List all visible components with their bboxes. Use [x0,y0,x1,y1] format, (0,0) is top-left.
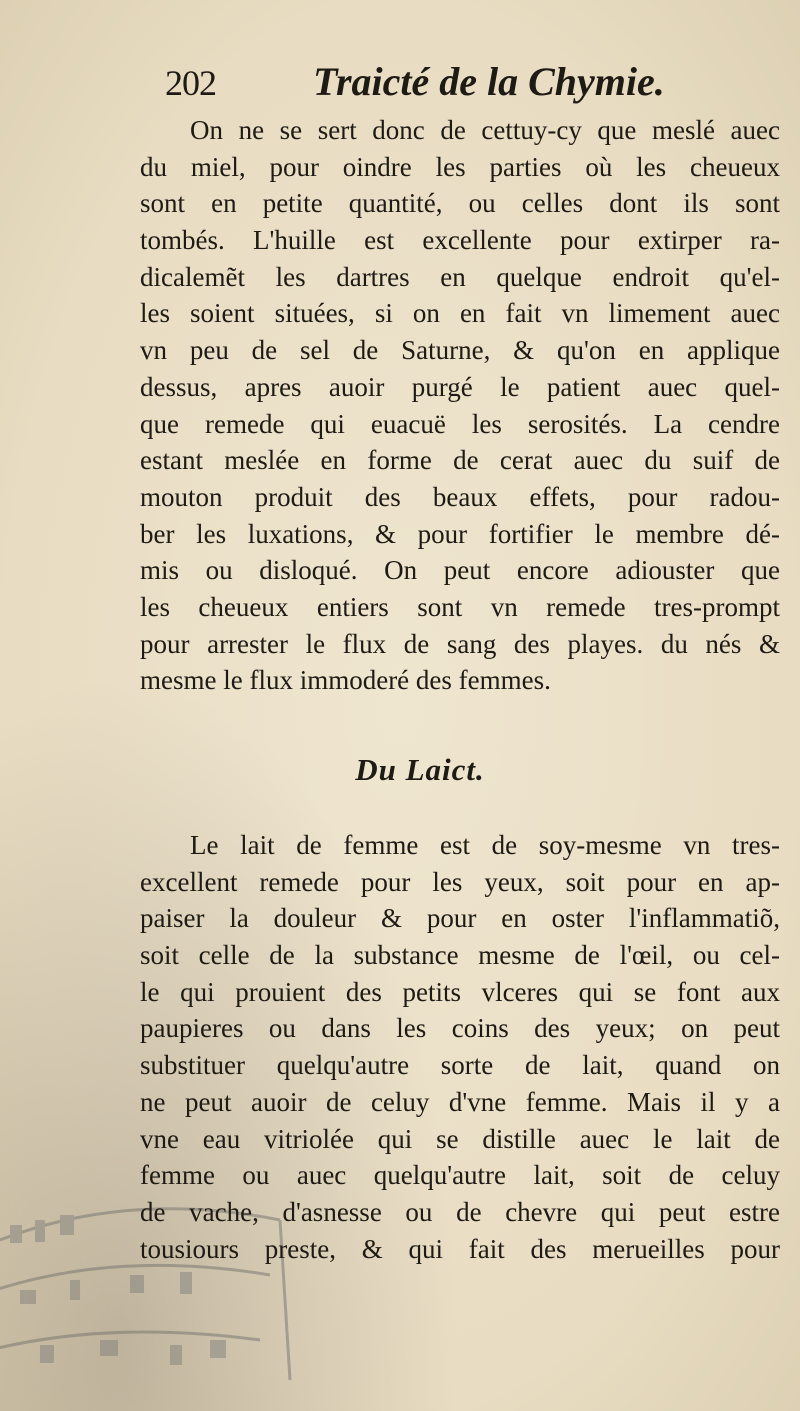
text-line: estant meslée en forme de cerat auec du suif de [140,445,780,476]
text-line: de vache, d'asnesse ou de chevre qui peut estre [140,1196,780,1227]
text-line: substituer quelqu'autre sorte de lait, quand on [140,1050,780,1081]
text-line: tousiours preste, & qui fait des merueilles pour [140,1233,780,1264]
text-line: sont en petite quantité, ou celles dont ils sont [140,188,780,219]
text-line: ber les luxations, & pour fortifier le membre dé- [140,518,780,549]
text-line: les soient situées, si on en fait vn limement auec [140,298,780,329]
text-line: vn peu de sel de Saturne, & qu'on en applique [140,335,780,366]
text-line: le qui prouient des petits vlceres qui se font aux [140,976,780,1007]
text-line: mis ou disloqué. On peut encore adiouster que [140,555,780,586]
text-line: paiser la douleur & pour en oster l'inflammatiõ, [140,903,780,934]
text-line: vne eau vitriolée qui se distille auec le lait de [140,1123,780,1154]
text-line: soit celle de la substance mesme de l'œil, ou cel- [140,940,780,971]
text-line: du miel, pour oindre les parties où les cheueux [140,151,780,182]
text-line: que remede qui euacuë les serosités. La cendre [140,408,780,439]
text-line: dicalemẽt les dartres en quelque endroit qu'el- [140,261,780,292]
text-line: femme ou auec quelqu'autre lait, soit de celuy [140,1160,780,1191]
text-line: pour arrester le flux de sang des playes. du nés & [140,628,780,659]
text-line: tombés. L'huille est excellente pour extirper ra- [140,225,780,256]
running-title: Traicté de la Chymie. [313,59,665,104]
text-line: excellent remede pour les yeux, soit pour en ap- [140,866,780,897]
paragraph-milk [140,827,780,1267]
text-line: Le lait de femme est de soy-mesme vn tres- [190,830,780,860]
section-heading: Du Laict. [355,752,485,787]
text-line: les cheueux entiers sont vn remede tres-prompt [140,591,780,622]
paragraph-hair-remedies [140,112,780,699]
text-line: mesme le flux immoderé des femmes. [140,665,551,696]
page-number: 202 [165,63,216,103]
text-line: dessus, apres auoir purgé le patient auec quel- [140,371,780,402]
text-line: ne peut auoir de celuy d'vne femme. Mais il y a [140,1086,780,1117]
text-line: On ne se sert donc de cettuy-cy que meslé auec [190,115,780,145]
text-line: paupieres ou dans les coins des yeux; on peut [140,1013,780,1044]
text-line: mouton produit des beaux effets, pour radou- [140,481,780,512]
page-header [165,59,765,112]
